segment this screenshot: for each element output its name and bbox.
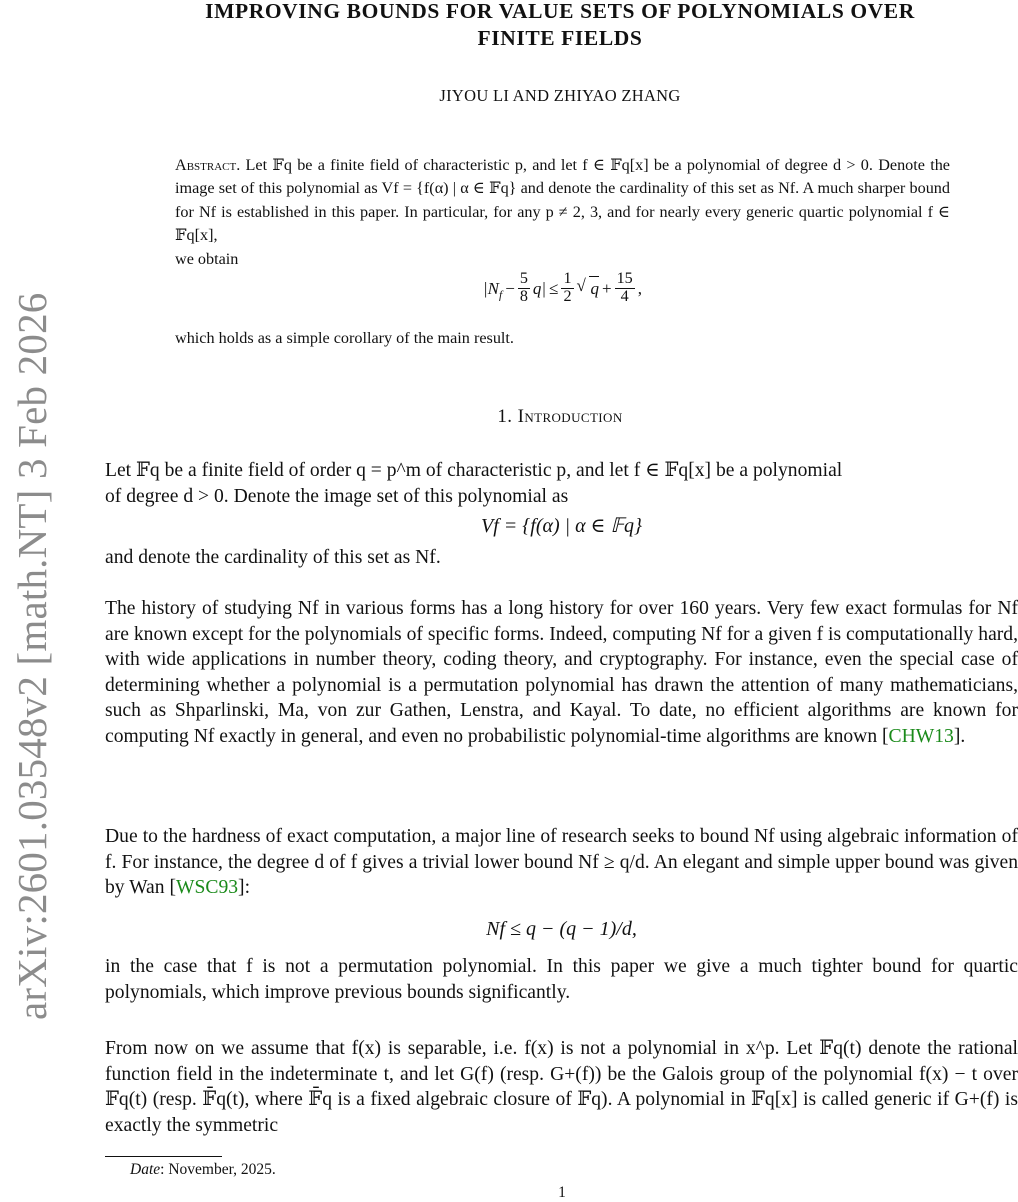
display-equation-wan-bound: Nf ≤ q − (q − 1)/d, (486, 917, 637, 940)
footnote (130, 1161, 276, 1179)
paragraph-text: The history of studying Nf in various forms has a long history for over 160 years. Very few exact formulas for Nf are known except for the polynomials of specific forms. Indeed, computing Nf for a given f is computationally hard, with wide applications in number theory, coding theory, and cryptography. For instance, even the special case of determining whether a polynomial is a permutation polynomial has drawn the attention of many mathematicians, such as Shparlinski, Ma, von zur Gathen, Lenstra, and Kayal. To date, no efficient algorithms are known for computing Nf exactly in general, and even no probabilistic polynomial-time algorithms are known [CHW13]. (105, 598, 1018, 747)
citation-link[interactable]: CHW13 (888, 725, 954, 747)
paper-title (110, 0, 1010, 52)
abstract (175, 154, 950, 350)
abstract-line-5: we obtain (175, 249, 239, 268)
paragraph-text: From now on we assume that f(x) is separable, i.e. f(x) is not a polynomial in x^p. Let 𝔽q(t) denote the rational function field in the indeterminate t, and let G(f) (resp. G+(f)) be the Galois group of the polynomial f(x) − t over 𝔽q(t) (resp. 𝔽̄q(t), where 𝔽̄q is a fixed algebraic closure of 𝔽q). A polynomial in 𝔽q[x] is called generic if G+(f) is exactly the symmetric (105, 1038, 1018, 1136)
title-line-1: IMPROVING BOUNDS FOR VALUE SETS OF POLYNOMIALS OVER (205, 0, 915, 23)
paragraph-line: and denote the cardinality of this set as Nf. (105, 546, 441, 568)
paragraph-line: of degree d > 0. Denote the image set of this polynomial as (105, 485, 569, 507)
abstract-line-4: In particular, for any p ≠ 2, 3, and for nearly every generic quartic polynomial f ∈ 𝔽q[x], (175, 202, 951, 245)
arxiv-identifier-stamp: arXiv:2601.03548v2 [math.NT] 3 Feb 2026 (9, 292, 55, 1020)
abstract-line-2: degree d > 0. Denote the image set of this polynomial as Vf = {f(α) | α ∈ 𝔽q} and denote (175, 156, 950, 198)
abstract-closing: which holds as a simple corollary of the main result. (175, 329, 514, 348)
paper-authors: JIYOU LI AND ZHIYAO ZHANG (439, 86, 681, 105)
footnote-divider (105, 1156, 222, 1157)
footnote-label: Date (130, 1161, 161, 1178)
display-equation-image-set: Vf = {f(α) | α ∈ 𝔽q} (481, 515, 642, 538)
section-number: 1. (497, 406, 513, 427)
citation-link[interactable]: WSC93 (175, 877, 239, 899)
abstract-equation: $|N_f$ − $\frac{5}{8}$ q| ≤ $\frac{1}{2}$ √ q + $\frac{15}{4}$ , (175, 271, 950, 327)
paragraph-line: Let 𝔽q be a finite field of order q = p^m of characteristic p, and let f ∈ 𝔽q[x] be a polynomial (105, 460, 843, 481)
page-number: 1 (558, 1184, 566, 1201)
section-heading (110, 406, 1010, 428)
abstract-line-1: Let 𝔽q be a finite field of characteristic p, and let f ∈ 𝔽q[x] be a polynomial of (245, 156, 780, 174)
paragraph-text: Due to the hardness of exact computation, a major line of research seeks to bound Nf using algebraic information of f. For instance, the degree d of f gives a trivial lower bound Nf ≥ q/d. An elegant and simple upper bound was given by Wan [WSC93]: (105, 826, 1018, 899)
section-title: Introduction (517, 406, 623, 427)
paragraph-text: in the case that f is not a permutation polynomial. In this paper we give a much tighter bound for quartic polynomials, which improve previous bounds significantly. (105, 956, 1018, 1003)
abstract-label: Abstract. (175, 156, 241, 174)
abstract-line-3: the cardinality of this set as Nf. A much sharper bound for Nf is established in this paper. (175, 179, 950, 221)
intro-paragraph-5 (105, 1036, 1018, 1138)
abstract-body (175, 154, 950, 271)
intro-paragraph-1 (105, 458, 1018, 570)
title-line-2: FINITE FIELDS (477, 26, 643, 50)
intro-paragraph-2 (105, 596, 1018, 750)
footnote-text: : November, 2025. (160, 1161, 276, 1178)
intro-paragraph-3 (105, 824, 1018, 1006)
